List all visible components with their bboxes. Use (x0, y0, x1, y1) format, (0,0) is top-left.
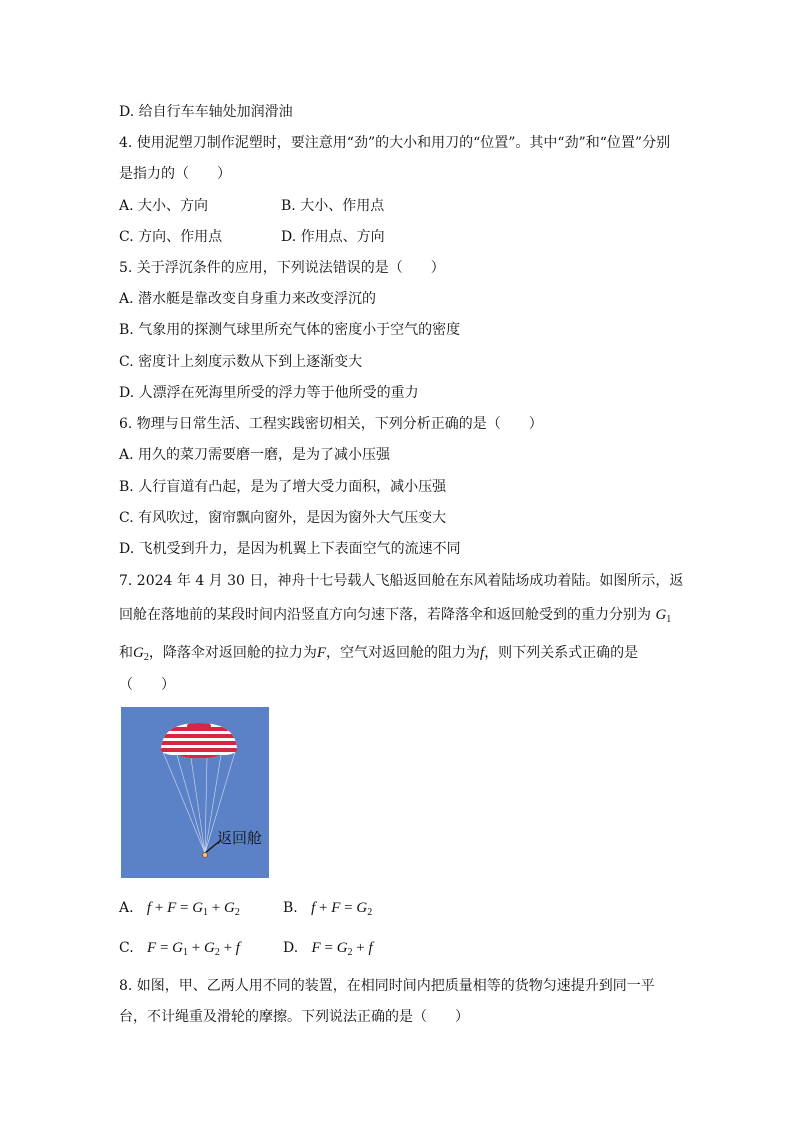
q4-option-c: C. 方向、作用点 (119, 229, 223, 245)
q4-option-a: A. 大小、方向 (119, 198, 209, 214)
q8-stem-line2: 台，不计绳重及滑轮的摩擦。下列说法正确的是（ ） (119, 1009, 469, 1025)
q6-stem: 6. 物理与日常生活、工程实践密切相关，下列分析正确的是（ ） (119, 416, 543, 432)
q6-option-b: B. 人行盲道有凸起，是为了增大受力面积，减小压强 (119, 479, 447, 495)
q5-option-d: D. 人漂浮在死海里所受的浮力等于他所受的重力 (119, 385, 419, 401)
q4-option-d: D. 作用点、方向 (281, 229, 385, 245)
q7-option-d: D. $F = G_2 + f$ (283, 940, 373, 958)
q5-option-c: C. 密度计上刻度示数从下到上逐渐变大 (119, 354, 363, 370)
q7-drag-text: ，空气对返回舱的阻力为 (326, 645, 481, 661)
q7-tension-text: ，降落伞对返回舱的拉力为 (148, 645, 317, 661)
option-a-formula: $f + F = G_1 + G_2$ (146, 900, 240, 918)
q4-option-b: B. 大小、作用点 (281, 198, 385, 214)
capsule-icon (203, 853, 208, 858)
q7-stem-line4: （ ） (119, 677, 175, 693)
q7-stem-line2-text: 回舱在落地前的某段时间内沿竖直方向匀速下落，若降落伞和返回舱受到的重力分别为 (119, 607, 651, 623)
q5-option-b: B. 气象用的探测气球里所充气体的密度小于空气的密度 (119, 322, 461, 338)
symbol-g2: $G_2$ (133, 645, 149, 663)
q6-option-a: A. 用久的菜刀需要磨一磨，是为了减小压强 (119, 447, 391, 463)
q7-option-c: C. $F = G_1 + G_2 + f$ (119, 940, 240, 958)
q4-stem-line1: 4. 使用泥塑刀制作泥塑时，要注意用“劲”的大小和用刀的“位置”。其中“劲”和“位置”分别 (119, 135, 671, 151)
parachute-photo (121, 707, 269, 878)
q7-option-a: A. $f + F = G_1 + G_2$ (119, 900, 240, 918)
q7-question-text: ，则下列关系式正确的是 (484, 645, 639, 661)
q7-stem-line3 (119, 643, 638, 668)
q6-option-c: C. 有风吹过，窗帘飘向窗外，是因为窗外大气压变大 (119, 510, 447, 526)
q8-stem-line1: 8. 如图，甲、乙两人用不同的装置，在相同时间内把质量相等的货物匀速提升到同一平 (119, 978, 655, 994)
q5-option-a: A. 潜水艇是靠改变自身重力来改变浮沉的 (119, 291, 377, 307)
q5-stem: 5. 关于浮沉条件的应用，下列说法错误的是（ ） (119, 260, 445, 276)
symbol-f: f (480, 645, 485, 661)
q6-option-d: D. 飞机受到升力，是因为机翼上下表面空气的流速不同 (119, 541, 461, 557)
option-b-formula: $f + F = G_2$ (311, 900, 373, 918)
symbol-g1: $G_1$ (655, 607, 672, 625)
q3-option-d: D. 给自行车车轴处加润滑油 (119, 104, 293, 120)
option-d-formula: $F = G_2 + f$ (311, 940, 373, 958)
q7-stem-line2 (119, 605, 671, 630)
symbol-F: F (316, 645, 327, 661)
q7-and-text: 和 (119, 645, 133, 661)
option-c-formula: $F = G_1 + G_2 + f$ (147, 940, 240, 958)
q4-stem-line2: 是指力的（ ） (119, 166, 231, 182)
q7-stem-line1: 7. 2024 年 4 月 30 日，神舟十七号载人飞船返回舱在东风着陆场成功着陆。如图所示，返 (119, 573, 684, 589)
q7-option-b: B. $f + F = G_2$ (283, 900, 373, 918)
capsule-label: 返回舱 (217, 830, 263, 847)
